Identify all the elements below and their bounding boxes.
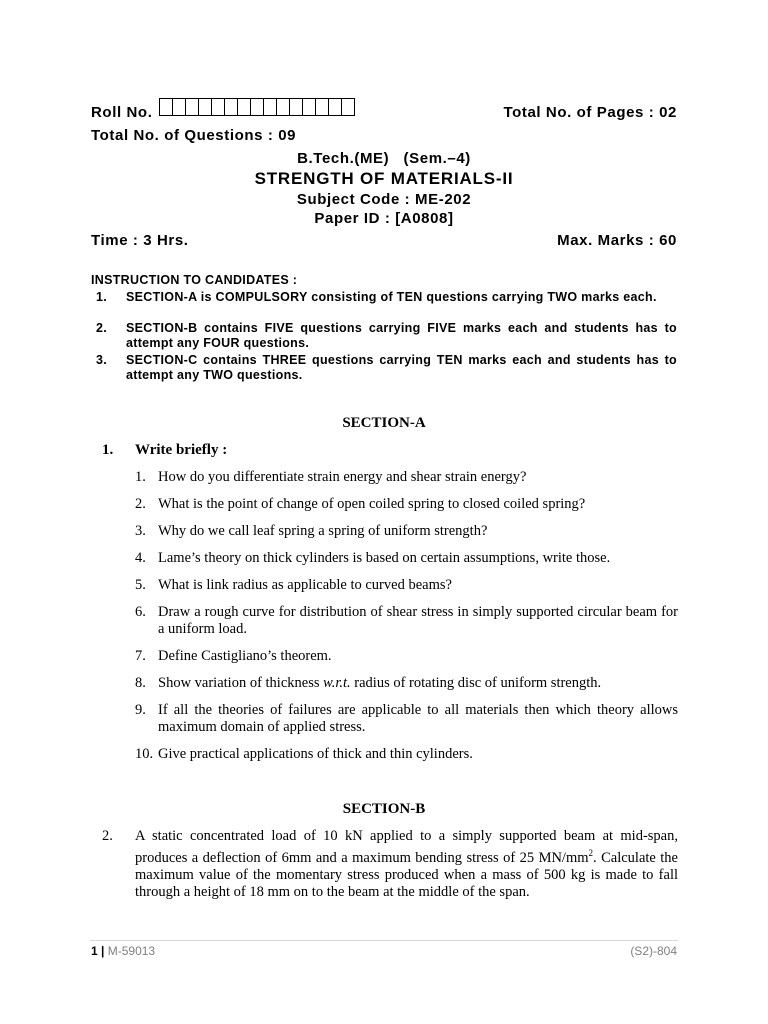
roll-digit-box[interactable] bbox=[185, 98, 199, 116]
time-label: Time : 3 Hrs. bbox=[91, 232, 189, 249]
text-segment: . Calculate the maximum value of the momentary stress produced when a mass of 500 kg is made to fall through a height of 18 mm on to the beam at the middle of the span. bbox=[135, 849, 678, 900]
instruction-number: 2. bbox=[96, 321, 108, 335]
roll-digit-box[interactable] bbox=[289, 98, 303, 116]
sub-question-text bbox=[158, 675, 678, 692]
instructions-title: INSTRUCTION TO CANDIDATES : bbox=[91, 273, 298, 287]
question-title: Write briefly : bbox=[135, 442, 228, 458]
section-a-title: SECTION-A bbox=[342, 415, 426, 431]
sub-question-text: Draw a rough curve for distribution of shear stress in simply supported circular beam for a uniform load. bbox=[158, 604, 678, 637]
course-line: B.Tech.(ME) (Sem.–4) bbox=[297, 150, 471, 167]
text-segment: Show variation of thickness bbox=[158, 675, 324, 691]
footer-right: (S2)-804 bbox=[630, 944, 677, 958]
subject-title: STRENGTH OF MATERIALS-II bbox=[254, 169, 514, 188]
section-b-title: SECTION-B bbox=[342, 801, 426, 817]
sub-question-number: 5. bbox=[135, 577, 146, 593]
instruction-text: SECTION-A is COMPULSORY consisting of TEN questions carrying TWO marks each. bbox=[126, 290, 657, 304]
sub-question-text: What is link radius as applicable to curved beams? bbox=[158, 577, 452, 593]
sub-question-text: Lame’s theory on thick cylinders is based on certain assumptions, write those. bbox=[158, 550, 611, 566]
question-text bbox=[135, 828, 678, 901]
roll-digit-box[interactable] bbox=[315, 98, 329, 116]
footer-separator: | bbox=[101, 944, 105, 958]
roll-digit-box[interactable] bbox=[159, 98, 173, 116]
total-questions: Total No. of Questions : 09 bbox=[91, 127, 297, 144]
paper-id: Paper ID : [A0808] bbox=[314, 210, 454, 227]
roll-no-boxes[interactable] bbox=[160, 98, 355, 116]
sub-question-text: If all the theories of failures are applicable to all materials then which theory allows maximum domain of applied stress. bbox=[158, 702, 678, 735]
question-number: 1. bbox=[102, 442, 114, 458]
instruction-item bbox=[0, 353, 768, 385]
roll-digit-box[interactable] bbox=[341, 98, 355, 116]
roll-digit-box[interactable] bbox=[302, 98, 316, 116]
roll-digit-box[interactable] bbox=[237, 98, 251, 116]
sub-question-text: Why do we call leaf spring a spring of uniform strength? bbox=[158, 523, 488, 539]
sub-question-number: 4. bbox=[135, 550, 146, 566]
sub-question-number: 7. bbox=[135, 648, 146, 664]
instruction-number: 1. bbox=[96, 290, 108, 304]
roll-digit-box[interactable] bbox=[328, 98, 342, 116]
sub-question-text: Define Castigliano’s theorem. bbox=[158, 648, 332, 664]
italic-text: w.r.t. bbox=[323, 675, 351, 691]
roll-digit-box[interactable] bbox=[211, 98, 225, 116]
subject-code: Subject Code : ME-202 bbox=[296, 191, 472, 208]
sub-question-text: What is the point of change of open coiled spring to closed coiled spring? bbox=[158, 496, 586, 512]
roll-digit-box[interactable] bbox=[172, 98, 186, 116]
sub-question-number: 6. bbox=[135, 604, 146, 620]
roll-digit-box[interactable] bbox=[263, 98, 277, 116]
roll-no-label: Roll No. bbox=[91, 104, 153, 121]
sub-question-text: Give practical applications of thick and thin cylinders. bbox=[158, 746, 473, 762]
instruction-number: 3. bbox=[96, 353, 108, 367]
roll-digit-box[interactable] bbox=[198, 98, 212, 116]
sub-question-text: How do you differentiate strain energy and shear strain energy? bbox=[158, 469, 527, 485]
roll-digit-box[interactable] bbox=[250, 98, 264, 116]
roll-digit-box[interactable] bbox=[276, 98, 290, 116]
instruction-item bbox=[0, 321, 768, 353]
sub-question-number: 1. bbox=[135, 469, 146, 485]
paper-code: M-59013 bbox=[107, 944, 156, 958]
sub-question-number: 2. bbox=[135, 496, 146, 512]
instruction-item bbox=[0, 290, 768, 322]
instruction-text: SECTION-B contains FIVE questions carrying FIVE marks each and students has to attempt any FOUR questions. bbox=[126, 321, 677, 350]
sub-question-number: 9. bbox=[135, 702, 146, 718]
footer-left bbox=[91, 944, 155, 958]
instruction-text: SECTION-C contains THREE questions carrying TEN marks each and students has to attempt any TWO questions. bbox=[126, 353, 677, 382]
page-number: 1 bbox=[91, 944, 98, 958]
text-segment: radius of rotating disc of uniform strength. bbox=[350, 675, 602, 691]
max-marks: Max. Marks : 60 bbox=[557, 232, 677, 249]
text-segment: A static concentrated load of 10 kN applied to a simply supported beam at mid-span, produces a deflection of 6mm and a maximum bending stress of 25 MN/mm bbox=[135, 828, 678, 866]
question-number: 2. bbox=[102, 828, 113, 844]
roll-digit-box[interactable] bbox=[224, 98, 238, 116]
footer-divider bbox=[90, 940, 678, 941]
superscript: 2 bbox=[588, 848, 594, 858]
sub-question-number: 3. bbox=[135, 523, 146, 539]
sub-question-number: 8. bbox=[135, 675, 146, 691]
sub-question-number: 10. bbox=[135, 746, 154, 762]
total-pages: Total No. of Pages : 02 bbox=[503, 104, 677, 121]
